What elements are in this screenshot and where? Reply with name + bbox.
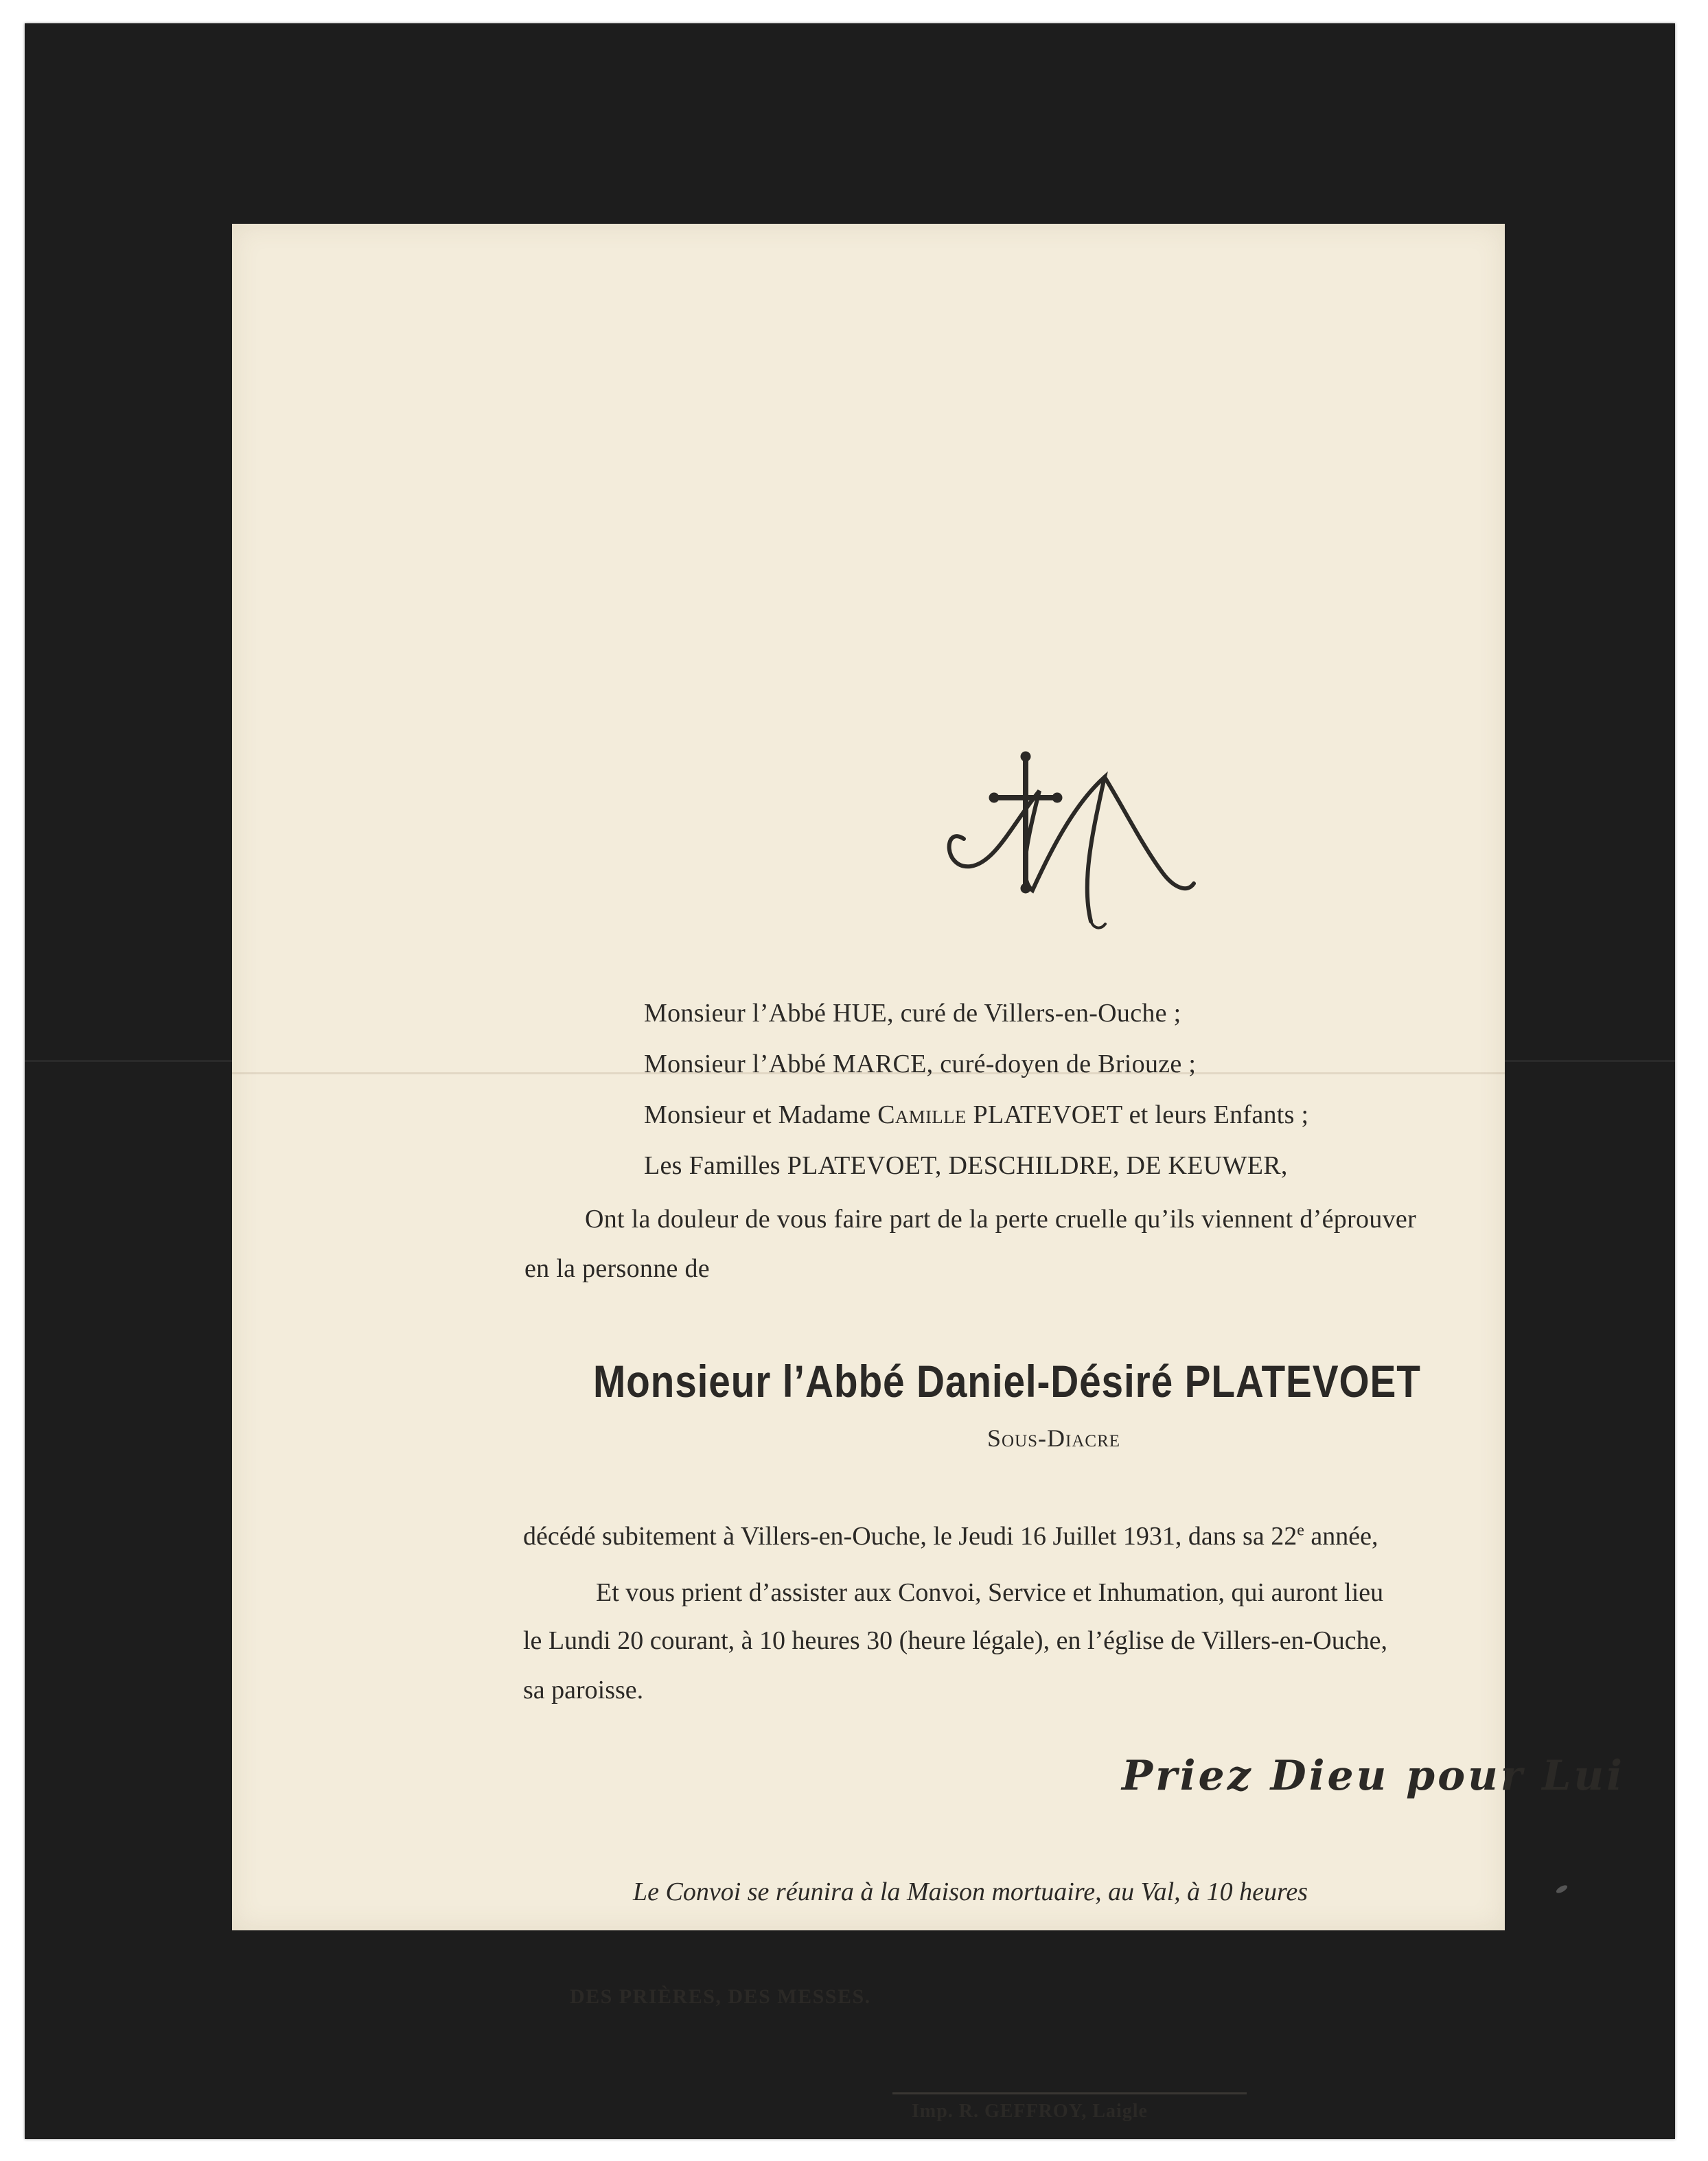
announcement-line-2: en la personne de bbox=[524, 1254, 710, 1283]
masses-notice: DES PRIÈRES, DES MESSES. bbox=[570, 1985, 871, 2008]
invitation-line-1: Et vous prient d’assister aux Convoi, Service et Inhumation, qui auront lieu bbox=[596, 1578, 1384, 1607]
mourner-line-3: Monsieur et Madame Camille PLATEVOET et leurs Enfants ; bbox=[644, 1100, 1309, 1129]
death-notice: décédé subitement à Villers-en-Ouche, le Jeudi 16 Juillet 1931, dans sa 22e année, bbox=[523, 1521, 1378, 1551]
printer-rule bbox=[892, 2092, 1247, 2094]
invitation-line-2: le Lundi 20 courant, à 10 heures 30 (heure légale), en l’église de Villers-en-Ouche, bbox=[523, 1626, 1387, 1655]
printer-credit: Imp. R. GEFFROY, Laigle bbox=[912, 2101, 1148, 2122]
mourner-line-2: Monsieur l’Abbé MARCE, curé-doyen de Briouze ; bbox=[644, 1050, 1197, 1078]
deceased-title: Sous-Diacre bbox=[987, 1424, 1121, 1452]
announcement-line-1: Ont la douleur de vous faire part de la perte cruelle qu’ils viennent d’éprouver bbox=[585, 1205, 1417, 1234]
cross-monogram-icon bbox=[936, 750, 1204, 935]
deceased-name: Monsieur l’Abbé Daniel-Désiré PLATEVOET bbox=[593, 1356, 1421, 1407]
invitation-line-3: sa paroisse. bbox=[523, 1676, 644, 1704]
convoy-notice: Le Convoi se réunira à la Maison mortuaire, au Val, à 10 heures bbox=[633, 1877, 1308, 1906]
announcement-page bbox=[232, 224, 1625, 2122]
mourner-line-1: Monsieur l’Abbé HUE, curé de Villers-en-Ouche ; bbox=[644, 999, 1181, 1028]
ink-smudge bbox=[1555, 1884, 1569, 1895]
mourning-border bbox=[25, 23, 1675, 2139]
prayer-text: Priez Dieu pour Lui bbox=[1122, 1752, 1625, 1800]
svg-text:M: M bbox=[943, 928, 944, 929]
mourner-line-4: Les Familles PLATEVOET, DESCHILDRE, DE KEUWER, bbox=[644, 1151, 1288, 1180]
